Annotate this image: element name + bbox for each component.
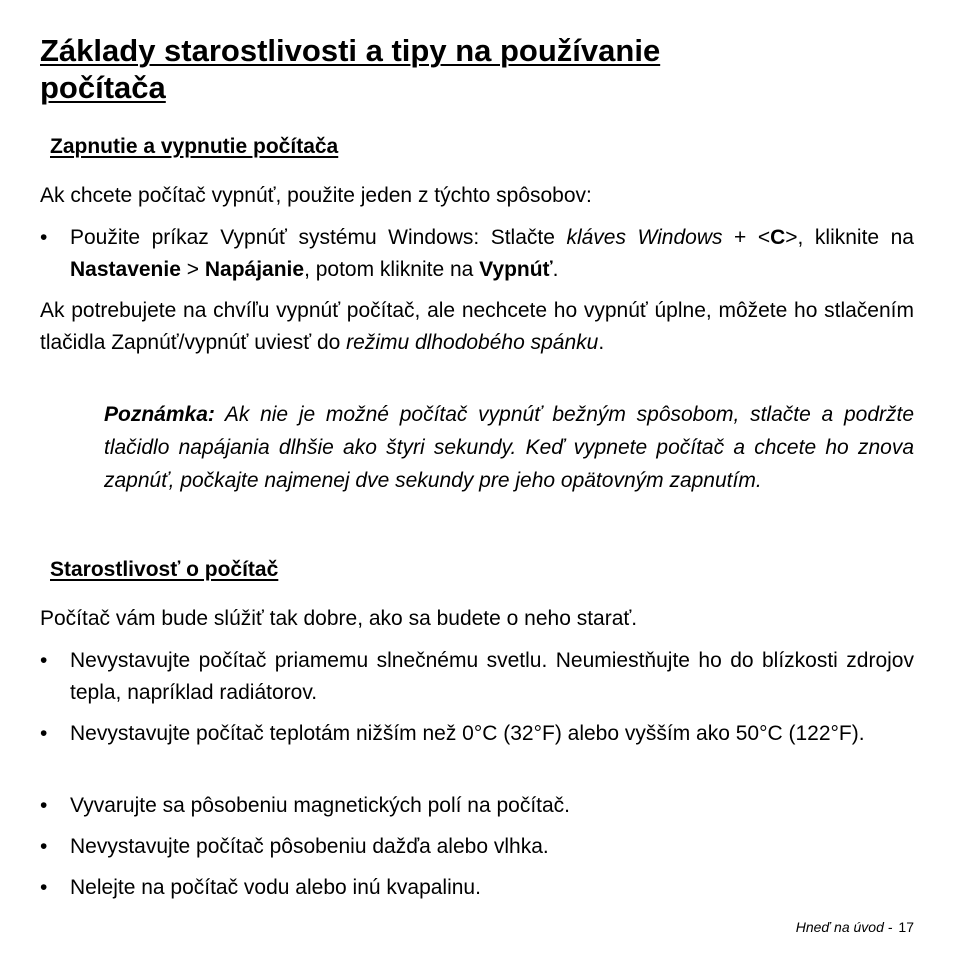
bullet-text: Nevystavujte počítač priamemu slnečnému svetlu. Neumiestňujte ho do blízkosti zdrojov tepla, napríklad radiátorov. bbox=[70, 649, 914, 704]
page-footer bbox=[796, 918, 914, 936]
note-text: Ak nie je možné počítač vypnúť bežným spôsobom, stlačte a podržte tlačidlo napájania dlhšie ako štyri sekundy. Keď vypnete počítač a chcete ho znova zapnúť, počkajte najmenej dve sekundy pre jeho opätovným zapnutím. bbox=[104, 403, 914, 492]
list-item bbox=[40, 872, 914, 904]
hibernate-paragraph: Ak potrebujete na chvíľu vypnúť počítač, ale nechcete ho vypnúť úplne, môžete ho stlačením tlačidla Zapnúť/vypnúť uviesť do režimu dlhodobého spánku. bbox=[40, 299, 914, 354]
page-number: 17 bbox=[898, 919, 914, 935]
bullet-text: Nelejte na počítač vodu alebo inú kvapalinu. bbox=[70, 876, 481, 899]
bullet-text: Použite príkaz Vypnúť systému Windows: Stlačte kláves Windows + <C>, kliknite na Nastavenie > Napájanie, potom kliknite na Vypnúť. bbox=[70, 226, 914, 281]
bullet-icon: • bbox=[40, 835, 48, 858]
list-item bbox=[40, 718, 914, 750]
care-intro-paragraph: Počítač vám bude slúžiť tak dobre, ako sa budete o neho starať. bbox=[40, 607, 638, 630]
note-label: Poznámka: bbox=[104, 403, 215, 426]
bullet-text: Vyvarujte sa pôsobeniu magnetických polí na počítač. bbox=[70, 794, 571, 817]
power-intro-paragraph: Ak chcete počítač vypnúť, použite jeden z týchto spôsobov: bbox=[40, 184, 592, 207]
bullet-text: Nevystavujte počítač teplotám nižším než 0°C (32°F) alebo vyšším ako 50°C (122°F). bbox=[70, 722, 865, 745]
section-heading-care: Starostlivosť o počítač bbox=[50, 558, 279, 581]
bullet-icon: • bbox=[40, 876, 48, 899]
list-item bbox=[40, 645, 914, 709]
note-block bbox=[104, 398, 914, 497]
list-item bbox=[40, 790, 914, 822]
bullet-icon: • bbox=[40, 794, 48, 817]
page-title: Základy starostlivosti a tipy na používanie počítača bbox=[40, 33, 661, 105]
bullet-icon: • bbox=[40, 649, 48, 672]
section-heading-power: Zapnutie a vypnutie počítača bbox=[50, 135, 339, 158]
list-item bbox=[40, 831, 914, 863]
bullet-icon: • bbox=[40, 226, 48, 249]
bullet-text: Nevystavujte počítač pôsobeniu dažďa alebo vlhka. bbox=[70, 835, 549, 858]
list-item bbox=[40, 222, 914, 286]
bullet-icon: • bbox=[40, 722, 48, 745]
footer-section-label: Hneď na úvod - bbox=[795, 919, 893, 935]
